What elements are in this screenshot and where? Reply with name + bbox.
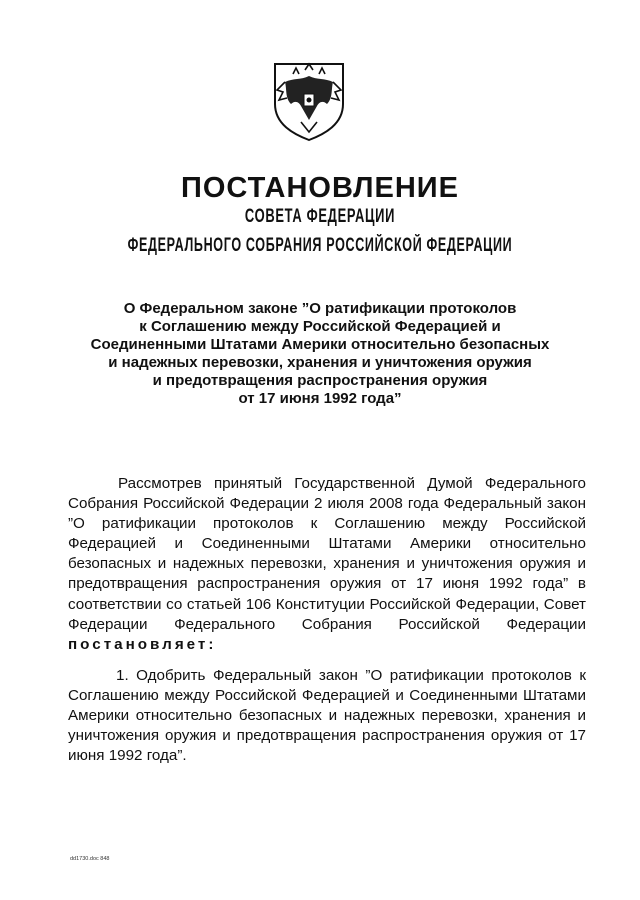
preamble-text: Рассмотрев принятый Государственной Думой Федерального Собрания Российской Федерации 2 июля 2008 года Федеральный закон ”О ратификации протоколов к Соглашению между Российской Федерацией и Соединенными Штатами Америки относительно безопасных и надежных перевозки, хранения и уничтожения оружия и предотвращения распространения оружия от 17 июня 1992 года” в соответствии со статьей 106 Конституции Российской Федерации, Совет Федерации Федерального Собрания Российской Федерации [68, 475, 586, 633]
subject-line: к Соглашению между Российской Федерацией и [139, 318, 501, 335]
paragraph-item-1: 1. Одобрить Федеральный закон ”О ратификации протоколов к Соглашению между Российской Федерацией и Соединенными Штатами Америки относительно безопасных и надежных перевозки, хранения и уничтожения оружия и предотвращения распространения оружия от 17 июня 1992 года”. [68, 667, 586, 765]
subject-line: О Федеральном законе ”О ратификации протоколов [123, 300, 517, 317]
subject-line: Соединенными Штатами Америки относительно безопасных [90, 336, 550, 353]
coat-of-arms-icon [271, 60, 347, 142]
document-title: ПОСТАНОВЛЕНИЕ [181, 172, 459, 204]
subject-line: от 17 июня 1992 года” [238, 390, 402, 407]
resolves-keyword: постановляет: [68, 635, 217, 653]
subject-line: и надежных перевозки, хранения и уничтожения оружия [108, 354, 532, 371]
paragraph-preamble [68, 474, 586, 655]
document-footer-code: dd1730.doc 848 [70, 856, 110, 862]
subject-line: и предотвращения распространения оружия [152, 372, 488, 389]
document-subject [60, 300, 580, 408]
document-subtitle-assembly: ФЕДЕРАЛЬНОГО СОБРАНИЯ РОССИЙСКОЙ ФЕДЕРАЦИИ [127, 235, 513, 256]
document-subtitle-council: СОВЕТА ФЕДЕРАЦИИ [244, 206, 396, 227]
